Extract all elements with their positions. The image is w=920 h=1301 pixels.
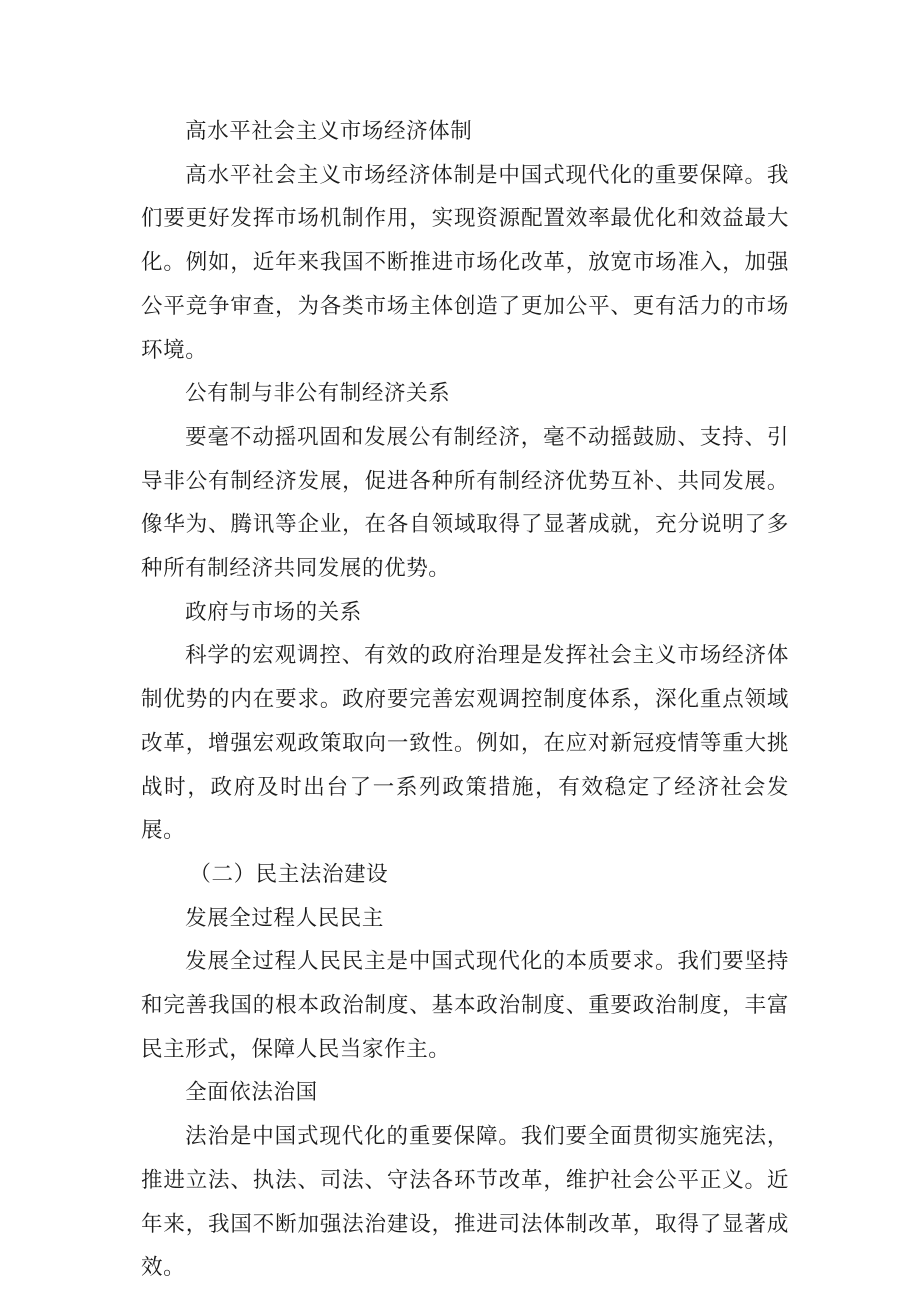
paragraph-rule-of-law: 法治是中国式现代化的重要保障。我们要全面贯彻实施宪法，推进立法、执法、司法、守法各环节改革，维护社会公平正义。近年来，我国不断加强法治建设，推进司法体制改革，取得了显著成效。	[141, 1124, 789, 1281]
subheading-government-market: 政府与市场的关系	[185, 599, 362, 625]
paragraph-ownership-relations: 要毫不动摇巩固和发展公有制经济，毫不动摇鼓励、支持、引导非公有制经济发展，促进各种所有制经济优势互补、共同发展。像华为、腾讯等企业，在各自领域取得了显著成就，充分说明了多种所有制经济共同发展的优势。	[141, 424, 789, 582]
subheading-rule-of-law: 全面依法治国	[185, 1080, 318, 1106]
paragraph-whole-process-democracy: 发展全过程人民民主是中国式现代化的本质要求。我们要坚持和完善我国的根本政治制度、基本政治制度、重要政治制度，丰富民主形式，保障人民当家作主。	[141, 949, 789, 1062]
paragraph-market-economy: 高水平社会主义市场经济体制是中国式现代化的重要保障。我们要更好发挥市场机制作用，实现资源配置效率最优化和效益最大化。例如，近年来我国不断推进市场化改革，放宽市场准入，加强公平竞争审查，为各类市场主体创造了更加公平、更有活力的市场环境。	[141, 162, 789, 363]
section-heading-democracy-rule-of-law: （二）民主法治建设	[189, 861, 389, 887]
subheading-market-economy: 高水平社会主义市场经济体制	[185, 119, 473, 144]
subheading-whole-process-democracy: 发展全过程人民民主	[185, 905, 384, 931]
paragraph-government-market: 科学的宏观调控、有效的政府治理是发挥社会主义市场经济体制优势的内在要求。政府要完善宏观调控制度体系，深化重点领域改革，增强宏观政策取向一致性。例如，在应对新冠疫情等重大挑战时，政府及时出台了一系列政策措施，有效稳定了经济社会发展。	[141, 643, 789, 844]
document-body	[141, 110, 789, 1290]
subheading-ownership-relations: 公有制与非公有制经济关系	[185, 381, 451, 407]
